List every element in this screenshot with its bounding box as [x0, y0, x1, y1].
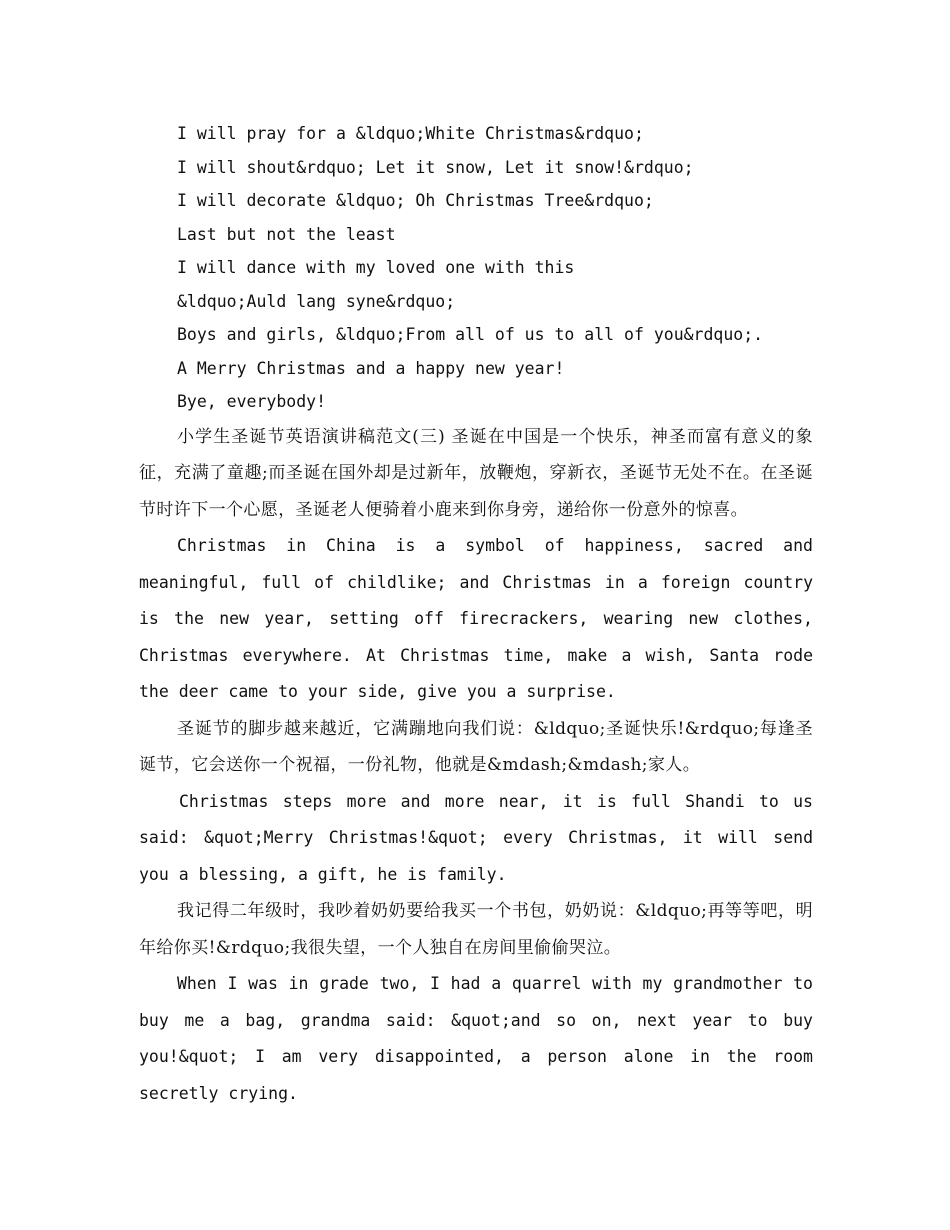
text-line: I will pray for a &ldquo;White Christmas&rdquo;	[177, 124, 644, 143]
text-line: Boys and girls, &ldquo;From all of us to all of you&rdquo;.	[177, 325, 764, 344]
paragraph-chinese: 我记得二年级时，我吵着奶奶要给我买一个书包，奶奶说：&ldquo;再等等吧，明年给你买!&rdquo;我很失望，一个人独自在房间里偷偷哭泣。	[139, 901, 813, 958]
paragraph-english: When I was in grade two, I had a quarrel with my grandmother to buy me a bag, grandma said: &quot;and so on, next year to buy you!&quot; I am very disappointed, a person alone in the room secretly crying.	[139, 974, 813, 1103]
paragraph-chinese: 小学生圣诞节英语演讲稿范文(三) 圣诞在中国是一个快乐，神圣而富有意义的象征，充满了童趣;而圣诞在国外却是过新年，放鞭炮，穿新衣，圣诞节无处不在。在圣诞节时许下一个心愿，圣诞老人便骑着小鹿来到你身旁，递给你一份意外的惊喜。	[139, 426, 813, 520]
document-body	[139, 117, 813, 1112]
text-line: A Merry Christmas and a happy new year!	[177, 358, 565, 378]
paragraph-english: Christmas steps more and more near, it is full Shandi to us said: &quot;Merry Christmas!&quot; every Christmas, it will send you a blessing, a gift, he is family.	[139, 791, 813, 884]
paragraph-english: Christmas in China is a symbol of happiness, sacred and meaningful, full of childlike; and Christmas in a foreign country is the new year, setting off firecrackers, wearing new clothes, Christmas everywhere. At Christmas time, make a wish, Santa rode the deer came to your side, give you a surprise.	[139, 536, 813, 701]
text-line: &ldquo;Auld lang syne&rdquo;	[177, 291, 456, 311]
paragraph-chinese: 圣诞节的脚步越来越近，它满蹦地向我们说：&ldquo;圣诞快乐!&rdquo;每逢圣诞节，它会送你一个祝福，一份礼物，他就是&mdash;&mdash;家人。	[139, 718, 813, 775]
text-line: Bye, everybody!	[177, 392, 327, 411]
text-line: I will dance with my loved one with this	[177, 258, 575, 277]
text-line: I will decorate &ldquo; Oh Christmas Tree&rdquo;	[177, 191, 654, 210]
text-line: Last but not the least	[177, 224, 396, 244]
text-line: I will shout&rdquo; Let it snow, Let it snow!&rdquo;	[177, 157, 694, 177]
